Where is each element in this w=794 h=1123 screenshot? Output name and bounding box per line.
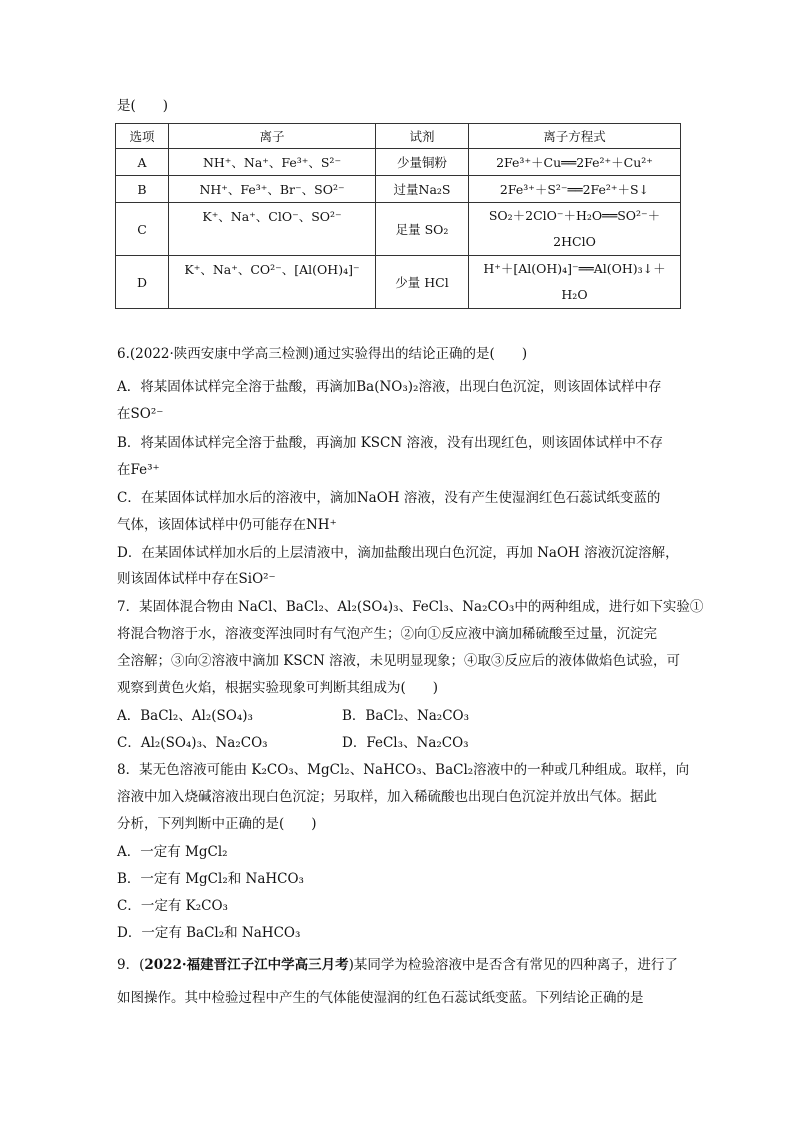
q8-stem-line1: 8．某无色溶液可能由 K₂CO₃、MgCl₂、NaHCO₃、BaCl₂溶液中的一种或几种组成。取样，向 [117,762,690,778]
row-equation: 2Fe³⁺＋Cu══2Fe²⁺＋Cu²⁺ [469,149,681,176]
table-row [116,176,681,203]
row-option: B [116,176,169,203]
table-row [116,149,681,176]
row-option: A [116,149,169,176]
q7-option-c: C．Al₂(SO₄)₃、Na₂CO₃ [117,735,268,751]
row-reagent: 足量 SO₂ [376,203,469,256]
q6-option-a-line2: 在SO²⁻ [117,406,164,422]
q6-stem: 6.(2022·陕西安康中学高三检测)通过实验得出的结论正确的是( ) [117,346,528,362]
row-ions: K⁺、Na⁺、CO²⁻、[Al(OH)₄]⁻ [169,256,376,309]
ion-table [115,123,681,309]
q7-stem-line4: 观察到黄色火焰，根据实验现象可判断其组成为( ) [117,680,439,696]
q6-option-a-line1: A．将某固体试样完全溶于盐酸，再滴加Ba(NO₃)₂溶液，出现白色沉淀，则该固体试样中存 [117,379,662,395]
q8-stem-line3: 分析，下列判断中正确的是( ) [117,816,317,832]
q8-option-c: C．一定有 K₂CO₃ [117,898,228,914]
equation-line-2: 2HClO [553,234,596,249]
row-option: C [116,203,169,256]
q7-stem-line3: 全溶解；③向②溶液中滴加 KSCN 溶液，未见明显现象；④取③反应后的液体做焰色试验，可 [117,653,681,669]
q6-option-c-line1: C．在某固体试样加水后的溶液中，滴加NaOH 溶液，没有产生使湿润红色石蕊试纸变蓝的 [117,490,661,506]
q7-stem-line2: 将混合物溶于水，溶液变浑浊同时有气泡产生；②向①反应液中滴加稀硫酸至过量，沉淀完 [117,626,657,642]
q6-option-b-line1: B．将某固体试样完全溶于盐酸，再滴加 KSCN 溶液，没有出现红色，则该固体试样中不存 [117,435,663,451]
header-option: 选项 [116,124,169,149]
table-row [116,203,681,256]
row-equation: 2Fe³⁺＋S²⁻══2Fe²⁺＋S↓ [469,176,681,203]
q9-prefix: 9．( [117,957,145,973]
row-reagent: 少量 HCl [376,256,469,309]
row-ions: NH⁺、Fe³⁺、Br⁻、SO²⁻ [169,176,376,203]
row-equation [469,203,681,256]
q7-option-a: A．BaCl₂、Al₂(SO₄)₃ [117,708,253,724]
header-reagent: 试剂 [376,124,469,149]
q6-option-c-line2: 气体，该固体试样中仍可能存在NH⁺ [117,517,337,533]
q8-stem-line2: 溶液中加入烧碱溶液出现白色沉淀；另取样，加入稀硫酸也出现白色沉淀并放出气体。据此 [117,789,657,805]
row-option: D [116,256,169,309]
q6-option-d-line1: D．在某固体试样加水后的上层清液中，滴加盐酸出现白色沉淀，再加 NaOH 溶液沉淀溶解， [117,545,679,561]
row-equation [469,256,681,309]
equation-line-1: SO₂＋2ClO⁻＋H₂O══SO²⁻＋ [488,208,661,223]
q6-option-d-line2: 则该固体试样中存在SiO²⁻ [117,571,276,587]
q7-option-b: B．BaCl₂、Na₂CO₃ [342,708,470,724]
q7-option-d: D．FeCl₃、Na₂CO₃ [342,735,469,751]
q9-stem-line1 [117,953,678,973]
row-reagent: 过量Na₂S [376,176,469,203]
equation-line-2: H₂O [561,287,588,302]
q6-option-b-line2: 在Fe³⁺ [117,462,160,478]
q8-option-b: B．一定有 MgCl₂和 NaHCO₃ [117,871,304,887]
table-row [116,256,681,309]
equation-line-1: H⁺＋[Al(OH)₄]⁻══Al(OH)₃↓＋ [483,261,666,276]
q9-source: 2022·福建晋江子江中学高三月考 [144,957,349,973]
q8-option-a: A．一定有 MgCl₂ [117,844,228,860]
row-ions: K⁺、Na⁺、ClO⁻、SO²⁻ [169,203,376,256]
row-ions: NH⁺、Na⁺、Fe³⁺、S²⁻ [169,149,376,176]
q9-stem-line2: 如图操作。其中检验过程中产生的气体能使湿润的红色石蕊试纸变蓝。下列结论正确的是 [117,990,644,1006]
header-equation: 离子方程式 [469,124,681,149]
table-header-row [116,124,681,149]
header-ions: 离子 [169,124,376,149]
question-intro: 是( ) [117,98,169,114]
row-reagent: 少量铜粉 [376,149,469,176]
q9-stem-text: )某同学为检验溶液中是否含有常见的四种离子，进行了 [348,957,678,973]
q8-option-d: D．一定有 BaCl₂和 NaHCO₃ [117,925,301,941]
q7-stem-line1: 7．某固体混合物由 NaCl、BaCl₂、Al₂(SO₄)₃、FeCl₃、Na₂CO₃中的两种组成，进行如下实验① [117,599,704,615]
